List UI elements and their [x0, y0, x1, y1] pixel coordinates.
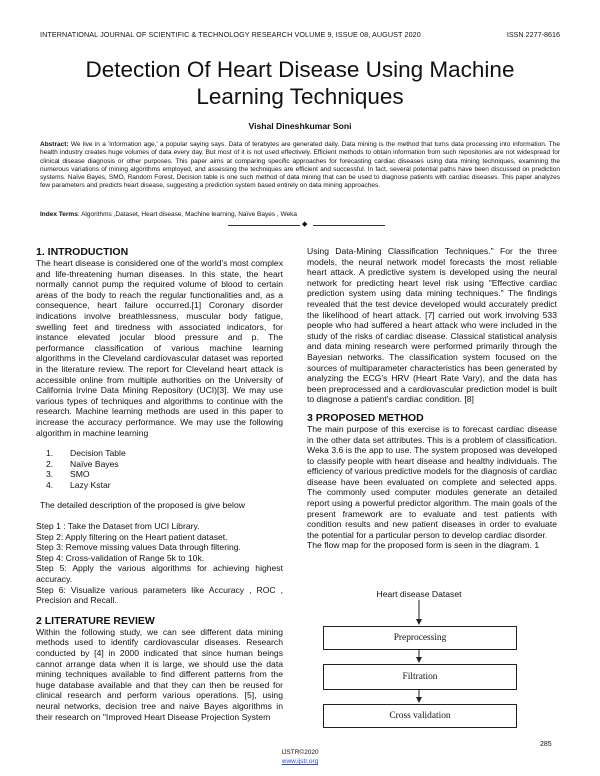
index-terms-text: : Algorithms ,Dataset, Heart disease, Machine learning, Naïve Bayes , Weka — [77, 211, 297, 218]
filtration-box: Filtration — [323, 664, 517, 690]
list-item: 2. Naïve Bayes — [46, 458, 119, 469]
abstract — [40, 141, 560, 191]
separator-line-right — [313, 225, 385, 226]
separator-diamond-icon: ◆ — [302, 221, 308, 228]
flow-map-sentence: The flow map for the proposed form is seen in the diagram. 1 — [307, 540, 540, 551]
left-column — [36, 246, 283, 722]
diagram-dataset-label: Heart disease Dataset — [376, 589, 462, 599]
steps-intro: The detailed description of the proposed is give below — [40, 500, 245, 511]
step-item: Step 2: Apply filtering on the Heart patient dataset. — [36, 531, 228, 542]
literature-review-continued: Using Data-Mining Classification Techniques." For the three models, the neural network model forecasts the most reliable heart attack. A predictive system is developed using the neural network for predicting heart level risk using "Effective cardiac prediction system using data mining techniques." The findings revealed that the test device developed would accurately predict the likelihood of heart attack. [7] carried out work involving 533 people who had suffered a heart attack who were included in the study of the risks of cardiac disease. Classical statistical analysis and data mining research were performed primarily through the Bayesian networks. The classification system focused on the sources of multiparameter characteristics has been generated by analyzing the ECG's HRV (Heart Rate Vary), and the data has been preprocessed and a cardiovascular prediction model is built to diagnose a patient's cardiac condition. [8] — [307, 246, 557, 405]
right-column — [307, 246, 557, 551]
index-terms — [40, 211, 560, 218]
footer-url-link[interactable]: www.ijstr.org — [281, 758, 319, 765]
introduction-paragraph: The heart disease is considered one of the world's most complex and life-threatening human diseases. In this state, the heart normally cannot pump the required volume of blood to certain areas of the body to reach the regular functionalities and, as a consequence, heart failure occurred.[1] Coronary disorder indications involve breathlessness, muscular body fatigue, swelling feet and tiredness with associated indicators, for instance elevated jocular blood pressure and p. The performance classification of various machine learning algorithms in the Cleveland cardiovascular dataset was reported in the literature review. The report for Cleveland heart attack is accessible online from multiple authorities on the University of California Irvine Data Mining Repository (UCI)[3]. We may use various types of techniques and algorithms to continue with the research. Machine learning methods are used in this paper to increase the accuracy performance. We may use the following algorithm in machine learning — [36, 258, 283, 438]
literature-review-paragraph: Within the following study, we can see different data mining methods used to identify cardiovascular diseases. Research conducted by [4] in 2000 indicated that since human beings cannot arrange data when it is large, we should use the data mining techniques available to find different patterns from the huge database available and that they can then be reused for clinical research and perform various operations. [5], using neural networks, decision tree and naive Bayes algorithms in their research on "Improved Heart Disease Projection System — [36, 626, 283, 722]
separator-line-left — [228, 225, 300, 226]
algorithm-list — [36, 448, 283, 490]
step-item: Step 6: Visualize various parameters like Accuracy , ROC , Precision and Recall. — [36, 584, 283, 606]
title-line-1: Detection Of Heart Disease Using Machine — [85, 57, 515, 82]
page-number: 285 — [540, 741, 552, 748]
title-line-2: Learning Techniques — [196, 84, 404, 109]
cross-validation-box: Cross validation — [323, 704, 517, 728]
preprocessing-box: Preprocessing — [323, 626, 517, 650]
step-item: Step 4: Cross-validation of Range 5k to 10k. — [36, 552, 205, 563]
literature-review-heading: 2 LITERATURE REVIEW — [36, 614, 155, 627]
footer-copyright: IJSTR©2020 — [281, 749, 319, 756]
abstract-text: We live in a 'information age,' a popular saying says. Data of terabytes are generated daily. Data mining is the method that turns data processing into information. The health industry creates huge volumes of data every day. But most of it is not used effectively. Efficient methods to obtain information from such repositories are not widespread for clinical disease diagnosis or other purposes. This paper aims at comparing specific approaches for forecasting cardiac diseases using data mining techniques, examining the numerous variations of mining algorithms employed, and assessing the techniques are efficient and successful. In fact, several potential paths have been discussed on prediction systems. Naïve Bayes, SMO, Random Forest, Decision table is one such method of data mining that can be used to diagnose patients with cardiac diseases. This paper analyzes few parameters and predicts heart disease, suggesting a prediction system based entirely on data mining approaches. — [40, 141, 560, 190]
step-item: Step 1 : Take the Dataset from UCI Library. — [36, 521, 200, 532]
step-item: Step 5: Apply the various algorithms for achieving highest accuracy. — [36, 563, 283, 585]
flow-diagram — [305, 589, 565, 749]
paper-title — [60, 56, 540, 110]
list-item: 3. SMO — [46, 469, 90, 480]
list-item: 1. Decision Table — [46, 448, 126, 459]
index-terms-label: Index Terms — [40, 211, 78, 218]
issn: ISSN 2277-8616 — [506, 30, 560, 39]
author-name: Vishal Dineshkumar Soni — [248, 121, 352, 131]
proposed-method-paragraph: The main purpose of this exercise is to forecast cardiac disease in the other data set attributes. This is a problem of classification. Weka 3.6 is the app to use. The system proposed was developed to classify people with heart disease and healthy individuals. The efficiency of various predictive models for the diagnosis of cardiac disease have been evaluated on complete and selected apps. The commonly used computer modules generate an detailed report using a powerful predictor algorithm. The main goals of the present framework are to evaluate and test patients with condition results and new patient diseases in order to evaluate the potential for a particular person to develop cardiac disorder. — [307, 423, 557, 540]
step-item: Step 3: Remove missing values Data through filtering. — [36, 542, 241, 553]
abstract-label: Abstract: — [40, 141, 69, 148]
journal-header: INTERNATIONAL JOURNAL OF SCIENTIFIC & TECHNOLOGY RESEARCH VOLUME 9, ISSUE 08, AUGUST 2020 — [40, 30, 421, 39]
list-item: 4. Lazy Kstar — [46, 479, 111, 490]
proposed-method-heading: 3 PROPOSED METHOD — [307, 411, 424, 424]
introduction-heading: 1. INTRODUCTION — [36, 246, 129, 258]
